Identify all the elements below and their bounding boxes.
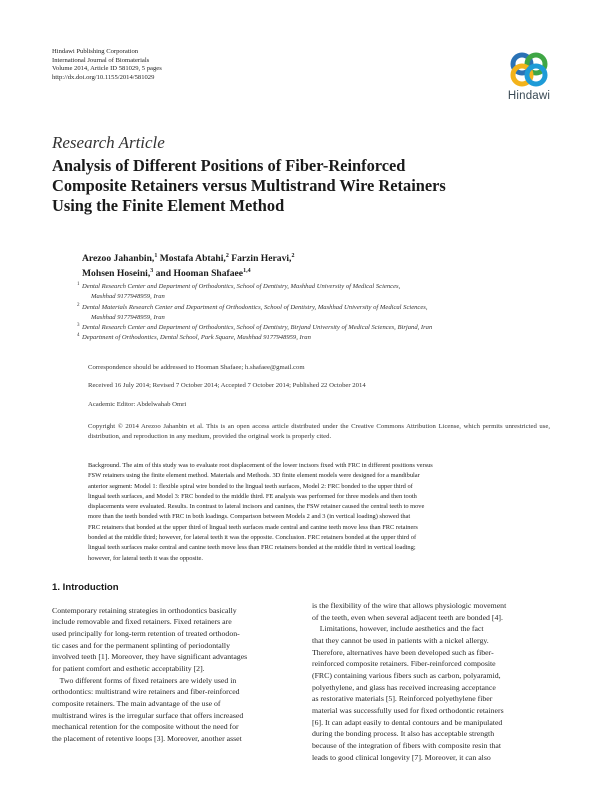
body-line: during the bonding process. It also has acceptable strength bbox=[312, 729, 495, 739]
author-name: and Hooman Shafaee bbox=[153, 268, 244, 279]
abstract-line: however, for lateral teeth it was the opposite. bbox=[88, 554, 203, 562]
title-line: Analysis of Different Positions of Fiber-Reinforced bbox=[52, 156, 406, 175]
author-name: Mostafa Abtahi, bbox=[157, 253, 226, 264]
body-line: Limitations, however, include aesthetics and the fact bbox=[312, 624, 484, 634]
body-line: polyethylene, and glass has received increasing acceptance bbox=[312, 682, 496, 692]
body-line: (FRC) containing various fibers such as carbon, polyaramid, bbox=[312, 670, 501, 680]
section-heading-introduction: 1. Introduction bbox=[52, 582, 119, 593]
body-line: Two different forms of fixed retainers are widely used in bbox=[52, 675, 237, 685]
body-line: composite retainers. The main advantage of the use of bbox=[52, 698, 221, 708]
abstract-line: bonded at the middle third; however, for lateral teeth it was the opposite. Conclusion. FRC retainers bonded at the upper third of bbox=[88, 534, 417, 542]
affiliation-number: 2 bbox=[77, 302, 80, 308]
affiliation bbox=[77, 282, 562, 292]
hindawi-logo bbox=[496, 48, 562, 104]
abstract-line: more than the teeth bonded with FRC in both loadings. Comparison between Models 2 and 3 (in vertical loading) showed that bbox=[88, 513, 411, 521]
logo-wordmark: Hindawi bbox=[507, 90, 551, 102]
body-column-right bbox=[312, 600, 550, 763]
body-line: reinforced composite retainers. Fiber-reinforced composite bbox=[312, 659, 496, 669]
title-line: Composite Retainers versus Multistrand Wire Retainers bbox=[52, 176, 446, 195]
abstract-line: FRC retainers that bonded at the upper third of lingual teeth surfaces made central and canine teeth move less than FRC retainers bbox=[88, 523, 418, 531]
author-affil-mark: 2 bbox=[225, 253, 229, 259]
body-line: material was successfully used for fixed orthodontic retainers bbox=[312, 705, 504, 715]
abstract-line: FSW retainers using the finite element method. Materials and Methods. 3D finite element models were designed for a mandibular bbox=[88, 472, 420, 480]
volume-info: Volume 2014, Article ID 581029, 5 pages bbox=[52, 65, 162, 73]
journal-name: International Journal of Biomaterials bbox=[52, 56, 150, 64]
abstract-line: lingual teeth surfaces make central and canine teeth move less than FRC retainers bonded at the middle third in vertical loading; bbox=[88, 544, 416, 552]
body-line: include removable and fixed retainers. Fixed retainers are bbox=[52, 617, 232, 627]
author-name: Farzin Heravi, bbox=[228, 253, 292, 264]
body-line: leads to good clinical longevity [7]. Moreover, it can also bbox=[312, 752, 491, 762]
body-line: is the flexibility of the wire that allows physiologic movement bbox=[312, 601, 507, 610]
publisher-name: Hindawi Publishing Corporation bbox=[52, 48, 139, 55]
author-line bbox=[82, 266, 294, 281]
body-line: for patient comfort and esthetic acceptability [2]. bbox=[52, 663, 205, 673]
academic-editor: Academic Editor: Abdelwahab Omri bbox=[88, 401, 187, 408]
body-line: involved teeth [1]. Moreover, they have significant advantages bbox=[52, 652, 248, 662]
affiliation-text: Department of Orthodontics, Dental School, Park Square, Mashhad 9177948959, Iran bbox=[82, 334, 311, 342]
affiliation-continuation: Mashhad 9177948959, Iran bbox=[91, 293, 165, 301]
body-line: multistrand wires is the irregular surface that offers increased bbox=[52, 710, 244, 720]
title-line: Using the Finite Element Method bbox=[52, 196, 285, 215]
body-line: Contemporary retaining strategies in orthodontics basically bbox=[52, 605, 237, 615]
affiliation bbox=[77, 323, 562, 333]
body-line: as restorative materials [5]. Reinforced polyethylene fiber bbox=[312, 694, 493, 704]
abstract-line: anterior segment: Model 1: flexible spiral wire bonded to the lingual teeth surfaces, Model 2: FRC bonded to the upper third of bbox=[88, 482, 413, 490]
author-line bbox=[82, 251, 294, 266]
body-line: because of the integration of fibers with composite resin that bbox=[312, 740, 502, 750]
copyright-license: Copyright © 2014 Arezoo Jahanbin et al. This is an open access article distributed under the Creative Commons Attribution License, which permits unrestricted use, distribution, and reproduction in any medium, provided the original work is properly cited. bbox=[88, 423, 550, 440]
abstract-line: displacements were evaluated. Results. In contrast to lateral incisors and canines, the FSW retainer caused the central teeth to move bbox=[88, 503, 425, 511]
article-title bbox=[52, 156, 472, 216]
author-name: Arezoo Jahanbin, bbox=[82, 253, 155, 264]
body-line: [6]. It can adapt easily to dental contours and be manipulated bbox=[312, 717, 503, 727]
author-affil-mark: 1 bbox=[154, 253, 158, 259]
affiliation bbox=[77, 333, 562, 343]
abstract bbox=[88, 461, 550, 564]
body-line: used principally for long-term retention of treated orthodon- bbox=[52, 628, 240, 638]
author-affil-mark: 1,4 bbox=[243, 268, 251, 274]
affiliation bbox=[77, 302, 562, 313]
article-type: Research Article bbox=[52, 133, 165, 152]
publication-info bbox=[52, 48, 162, 82]
affiliation-number: 4 bbox=[77, 333, 80, 339]
body-line: of the teeth, even when several adjacent teeth are bonded [4]. bbox=[312, 612, 503, 622]
body-line: that they cannot be used in patients with a nickel allergy. bbox=[312, 635, 489, 645]
article-dates: Received 16 July 2014; Revised 7 October 2014; Accepted 7 October 2014; Published 22 October 2014 bbox=[88, 382, 366, 389]
affiliation-continuation: Mashhad 9177948959, Iran bbox=[91, 313, 165, 321]
author-affil-mark: 3 bbox=[150, 268, 154, 274]
author-affil-mark: 2 bbox=[291, 253, 295, 259]
body-line: Therefore, alternatives have been developed such as fiber- bbox=[312, 647, 494, 657]
affiliation-text: Dental Research Center and Department of Orthodontics, School of Dentistry, Birjand University of Medical Sciences, Birjand, Iran bbox=[82, 324, 433, 332]
affiliations bbox=[77, 282, 562, 344]
affiliation-text: Dental Materials Research Center and Department of Orthodontics, School of Dentistry, Mashhad University of Medical Sciences, bbox=[82, 303, 428, 311]
affiliation-text: Dental Research Center and Department of Orthodontics, School of Dentistry, Mashhad University of Medical Sciences, bbox=[82, 283, 401, 290]
author-list bbox=[82, 251, 294, 281]
hindawi-rings-icon bbox=[502, 48, 556, 90]
abstract-line: lingual teeth surfaces, and Model 3: FRC bonded to the middle third. FE analysis was performed for three models and then tooth bbox=[88, 492, 417, 500]
body-line: the placement of retentive loops [3]. Moreover, another asset bbox=[52, 733, 242, 743]
abstract-line: Background. The aim of this study was to evaluate root displacement of the lower incisors fixed with FRC in different positions versus bbox=[88, 462, 433, 469]
body-line: tic cases and for the permanent splinting of periodontally bbox=[52, 640, 230, 650]
body-line: mechanical retention for the composite without the need for bbox=[52, 722, 239, 732]
doi-link[interactable]: http://dx.doi.org/10.1155/2014/581029 bbox=[52, 73, 155, 81]
affiliation-number: 1 bbox=[77, 282, 80, 287]
affiliation-number: 3 bbox=[77, 323, 80, 329]
correspondence: Correspondence should be addressed to Hooman Shafaee; h.shafaee@gmail.com bbox=[88, 364, 305, 371]
author-name: Mohsen Hoseini, bbox=[82, 268, 151, 279]
body-line: orthodontics: multistrand wire retainers and fiber-reinforced bbox=[52, 687, 240, 697]
body-column-left bbox=[52, 582, 290, 745]
